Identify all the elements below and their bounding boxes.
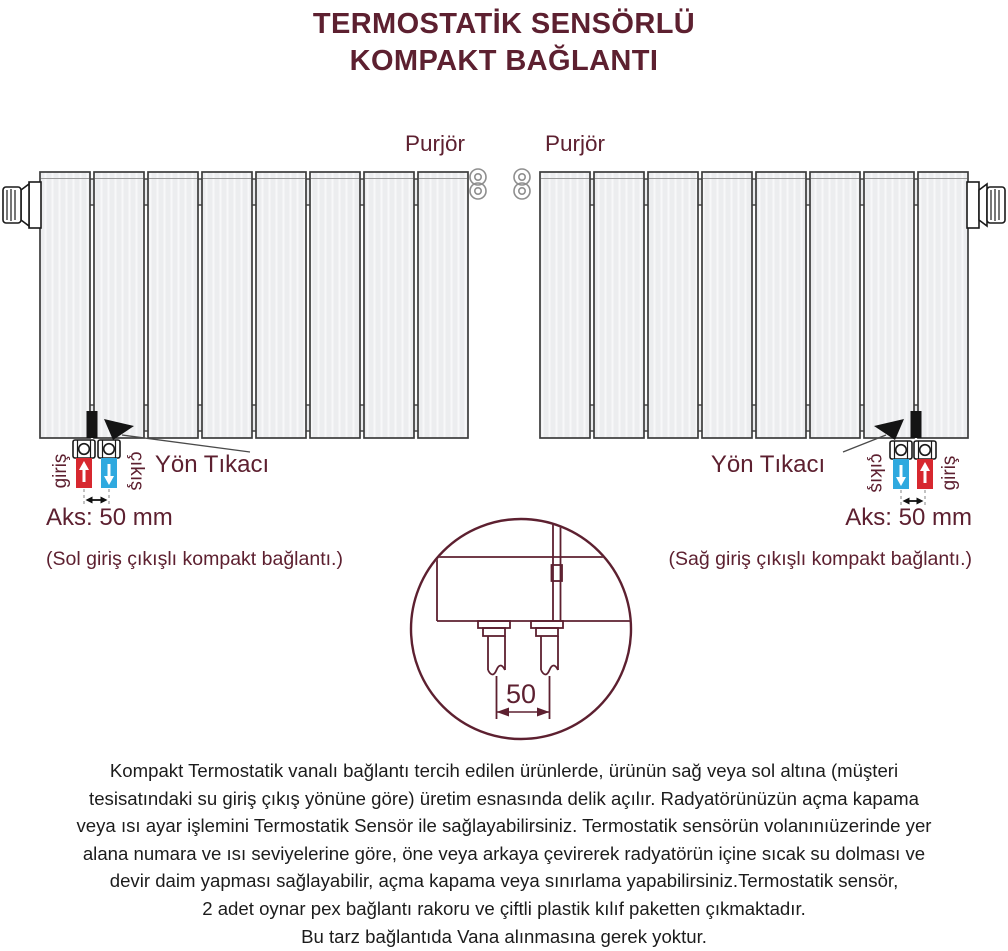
- yon-tikaci-label-left: Yön Tıkacı: [154, 451, 270, 478]
- radiator-panel: [648, 172, 698, 438]
- purjor-label-right: Purjör: [544, 131, 606, 156]
- description-paragraph: [24, 757, 984, 950]
- radiator-left: [40, 172, 468, 438]
- radiator-panel: [202, 172, 252, 438]
- purjor-vent-icon-right: [514, 169, 530, 199]
- paragraph-line: tesisatındaki su giriş çıkış yönüne göre) üretim esnasında delik açılır. Radyatörünüzün açma kapama: [89, 787, 919, 809]
- radiator-panel: [918, 172, 968, 438]
- radiator-panel: [810, 172, 860, 438]
- inlet-pipe-left: [76, 458, 92, 488]
- radiator-panel: [94, 172, 144, 438]
- caption-right: (Sağ giriş çıkışlı kompakt bağlantı.): [668, 548, 972, 570]
- outlet-label-left: çıkış: [126, 451, 147, 491]
- caption-left: (Sol giriş çıkışlı kompakt bağlantı.): [46, 548, 343, 570]
- radiator-panel: [40, 172, 90, 438]
- paragraph-line: devir daim yapması sağlayabilir, açma kapama veya sınırlama yapabilirsiniz.Termostatik sensör,: [109, 870, 899, 892]
- page-title-line2: KOMPAKT BAĞLANTI: [349, 45, 659, 77]
- axis-label-right: Aks: 50 mm: [845, 504, 972, 531]
- radiator-panel: [364, 172, 414, 438]
- radiator-panel: [756, 172, 806, 438]
- radiator-panel: [256, 172, 306, 438]
- radiator-right: [540, 172, 968, 438]
- paragraph-line: 2 adet oynar pex bağlantı rakoru ve çiftli plastik kılıf paketten çıkmaktadır.: [202, 897, 806, 919]
- radiator-panel: [702, 172, 752, 438]
- yon-tikaci-label-right: Yön Tıkacı: [710, 451, 826, 478]
- inlet-label-left: giriş: [50, 453, 71, 489]
- page-title-line1: TERMOSTATİK SENSÖRLÜ: [312, 8, 696, 40]
- outlet-pipe-right: [893, 459, 909, 489]
- inlet-pipe-right: [917, 459, 933, 489]
- thermostatic-valve-right-icon: [967, 182, 1005, 228]
- paragraph-line: veya ısı ayar işlemini Termostatik Sensör ile sağlayabilirsiniz. Termostatik sensörün volanınıüzerinde yer: [76, 815, 932, 837]
- outlet-label-right: çıkış: [866, 453, 887, 493]
- paragraph-line: Bu tarz bağlantıda Vana alınmasına gerek yoktur.: [301, 925, 707, 947]
- outlet-pipe-left: [101, 458, 117, 488]
- radiator-panel: [864, 172, 914, 438]
- radiator-panel: [594, 172, 644, 438]
- radiator-panel: [148, 172, 198, 438]
- axis-label-left: Aks: 50 mm: [46, 504, 173, 531]
- paragraph-line: alana numara ve ısı seviyelerine göre, öne veya arkaya çevirerek radyatörün içine sıcak su dolması ve: [82, 842, 926, 864]
- purjor-label-left: Purjör: [404, 131, 466, 156]
- radiator-panel: [540, 172, 590, 438]
- radiator-panel: [310, 172, 360, 438]
- inlet-label-right: giriş: [939, 455, 960, 491]
- paragraph-line: Kompakt Termostatik vanalı bağlantı tercih edilen ürünlerde, ürünün sağ veya sol altına (müşteri: [109, 760, 899, 781]
- detail-dimension-label: 50: [505, 679, 537, 709]
- purjor-vent-icon-left: [470, 169, 486, 199]
- thermostatic-valve-left-icon: [3, 182, 41, 228]
- radiator-panel: [418, 172, 468, 438]
